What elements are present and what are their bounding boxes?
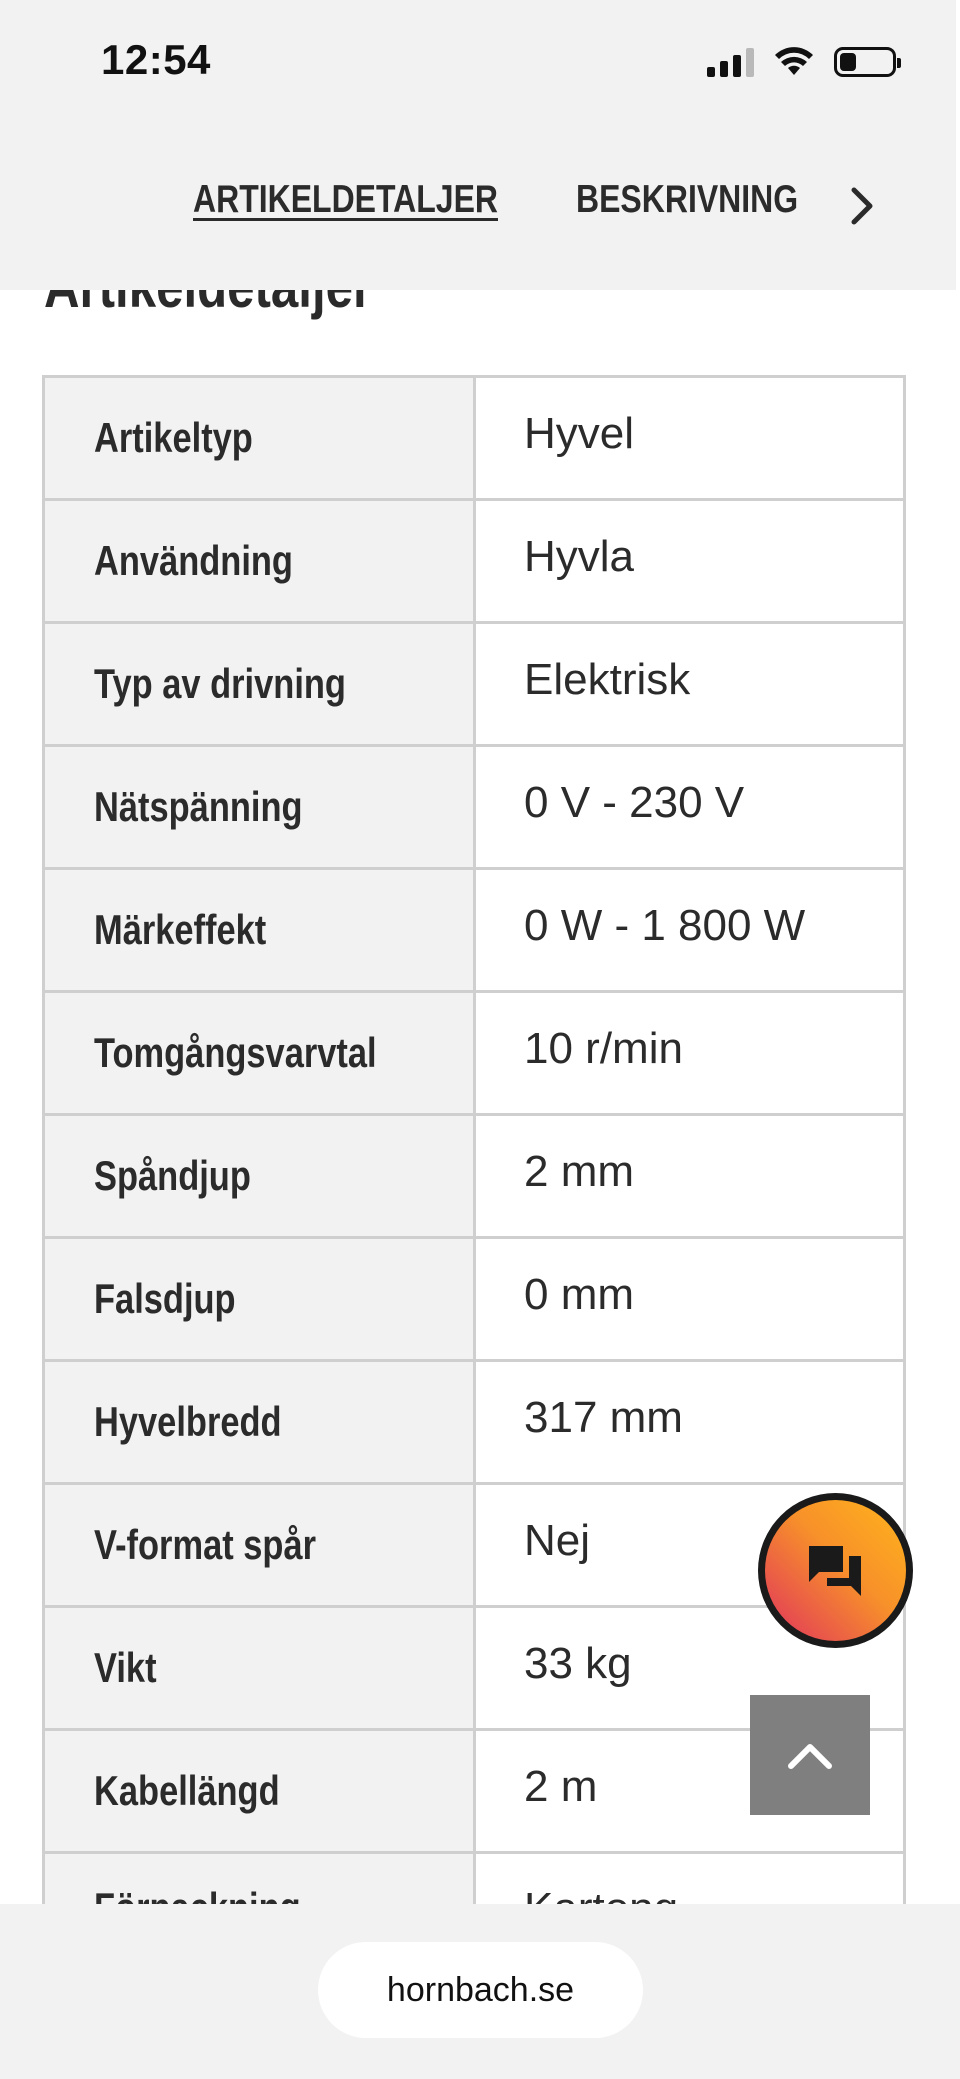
row-value: Hyvla <box>476 501 903 621</box>
table-row <box>45 624 903 747</box>
top-header <box>0 0 956 290</box>
url-bar[interactable]: hornbach.se <box>318 1942 643 2038</box>
row-value: Nej <box>476 1485 903 1605</box>
row-label-cell <box>45 1731 476 1851</box>
battery-icon <box>834 47 896 77</box>
table-row <box>45 747 903 870</box>
cellular-signal-icon <box>707 47 754 77</box>
scroll-to-top-button[interactable] <box>750 1695 870 1815</box>
tab-bar <box>0 170 956 240</box>
details-table <box>42 375 906 1924</box>
row-label-cell <box>45 378 476 498</box>
row-label-cell <box>45 1485 476 1605</box>
row-value: Hyvel <box>476 378 903 498</box>
tab-artikeldetaljer[interactable]: ARTIKELDETALJER <box>193 178 499 221</box>
row-value: 0 V - 230 V <box>476 747 903 867</box>
table-row <box>45 870 903 993</box>
row-label: Nätspänning <box>94 783 303 830</box>
row-label: Märkeffekt <box>94 906 267 953</box>
table-row <box>45 378 903 501</box>
row-label: Typ av drivning <box>94 660 346 707</box>
status-icons <box>707 44 896 80</box>
row-label-cell <box>45 747 476 867</box>
row-label-cell <box>45 993 476 1113</box>
wifi-icon <box>774 47 814 77</box>
row-label: Spåndjup <box>94 1152 251 1199</box>
row-label: Falsdjup <box>94 1275 236 1322</box>
row-label: Kabellängd <box>94 1767 280 1814</box>
row-label: Användning <box>94 537 293 584</box>
row-value: 317 mm <box>476 1362 903 1482</box>
row-value: 2 mm <box>476 1116 903 1236</box>
table-row <box>45 1116 903 1239</box>
status-time: 12:54 <box>101 36 211 83</box>
row-label-cell <box>45 870 476 990</box>
row-value: 0 mm <box>476 1239 903 1359</box>
table-row <box>45 1362 903 1485</box>
chat-icon <box>803 1538 869 1604</box>
row-label: V-format spår <box>94 1521 317 1568</box>
row-label: Hyvelbredd <box>94 1398 282 1445</box>
row-label: Tomgångsvarvtal <box>94 1029 377 1076</box>
row-label-cell <box>45 1239 476 1359</box>
row-value: 0 W - 1 800 W <box>476 870 903 990</box>
row-value: 33 kg <box>476 1608 903 1728</box>
row-label: Artikeltyp <box>94 414 253 461</box>
table-row <box>45 993 903 1116</box>
row-label-cell <box>45 501 476 621</box>
table-row <box>45 501 903 624</box>
row-label-cell <box>45 1362 476 1482</box>
chat-button[interactable] <box>758 1493 913 1648</box>
row-label-cell <box>45 624 476 744</box>
row-label-cell <box>45 1116 476 1236</box>
chevron-right-icon[interactable] <box>842 184 882 228</box>
row-label-cell <box>45 1608 476 1728</box>
table-row <box>45 1239 903 1362</box>
row-value: Elektrisk <box>476 624 903 744</box>
row-label: Vikt <box>94 1644 157 1691</box>
row-value: 10 r/min <box>476 993 903 1113</box>
row-value: 2 m <box>476 1731 903 1851</box>
tab-beskrivning[interactable]: BESKRIVNING <box>576 178 799 221</box>
browser-bottom-bar <box>0 1904 960 2079</box>
chevron-up-icon <box>786 1739 834 1771</box>
